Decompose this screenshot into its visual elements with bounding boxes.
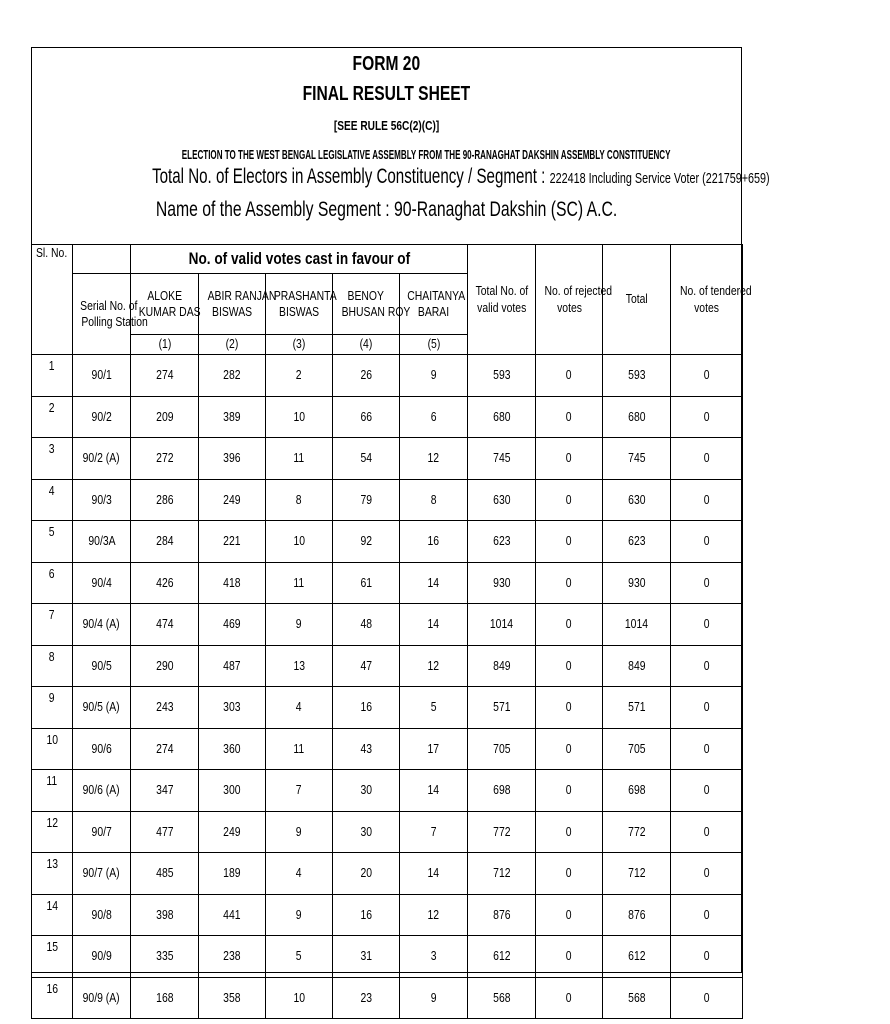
- tendered-votes-cell: 0: [671, 811, 743, 853]
- sl-no-cell: 11: [32, 770, 73, 812]
- tendered-votes-cell: 0: [671, 396, 743, 438]
- candidate-index: (1): [131, 335, 199, 355]
- total-cell: 593: [603, 355, 671, 397]
- total-cell: 698: [603, 770, 671, 812]
- candidate-votes-cell: 61: [333, 562, 400, 604]
- candidate-votes-cell: 487: [199, 645, 266, 687]
- candidate-votes-cell: 426: [131, 562, 199, 604]
- tendered-votes-cell: 0: [671, 562, 743, 604]
- table-row: [32, 521, 743, 563]
- serial-header: Serial No. of Polling Station: [73, 274, 131, 355]
- sl-no-cell: 14: [32, 894, 73, 936]
- rule-reference: [SEE RULE 56C(2)(C)]: [333, 118, 440, 133]
- rejected-votes-cell: 0: [536, 728, 603, 770]
- candidate-votes-cell: 221: [199, 521, 266, 563]
- tendered-votes-cell: 0: [671, 853, 743, 895]
- total-cell: 712: [603, 853, 671, 895]
- table-row: [32, 728, 743, 770]
- rejected-votes-cell: 0: [536, 562, 603, 604]
- election-title: ELECTION TO THE WEST BENGAL LEGISLATIVE ASSEMBLY FROM THE 90-RANAGHAT DAKSHIN ASSEMBLY CONSTITUENCY: [181, 147, 671, 162]
- electors-value: 222418 Including Service Voter (221759+659): [549, 170, 770, 187]
- candidate-votes-cell: 249: [199, 479, 266, 521]
- sl-no-cell: 13: [32, 853, 73, 895]
- candidate-votes-cell: 30: [333, 770, 400, 812]
- candidate-votes-cell: 477: [131, 811, 199, 853]
- total-cell: 1014: [603, 604, 671, 646]
- sl-no-cell: 10: [32, 728, 73, 770]
- candidate-votes-cell: 79: [333, 479, 400, 521]
- valid-votes-cell: 593: [468, 355, 536, 397]
- candidate-votes-cell: 16: [400, 521, 468, 563]
- polling-station-cell: 90/6 (A): [73, 770, 131, 812]
- candidate-votes-cell: 92: [333, 521, 400, 563]
- rejected-votes-cell: 0: [536, 645, 603, 687]
- candidate-votes-cell: 9: [400, 355, 468, 397]
- candidate-votes-cell: 16: [333, 687, 400, 729]
- sl-no-cell: 12: [32, 811, 73, 853]
- candidate-votes-cell: 11: [266, 728, 333, 770]
- candidate-votes-cell: 282: [199, 355, 266, 397]
- candidate-votes-cell: 26: [333, 355, 400, 397]
- table-row: [32, 687, 743, 729]
- tendered-votes-cell: 0: [671, 645, 743, 687]
- valid-votes-cell: 680: [468, 396, 536, 438]
- candidate-votes-cell: 10: [266, 521, 333, 563]
- candidate-header: ABIR RANJAN BISWAS: [199, 274, 266, 335]
- candidate-votes-cell: 209: [131, 396, 199, 438]
- result-sheet: [31, 47, 770, 1005]
- rejected-votes-cell: 0: [536, 770, 603, 812]
- rejected-votes-cell: 0: [536, 355, 603, 397]
- candidate-votes-cell: 9: [266, 894, 333, 936]
- total-cell: 745: [603, 438, 671, 480]
- candidate-votes-cell: 12: [400, 438, 468, 480]
- sl-no-cell: 9: [32, 687, 73, 729]
- polling-station-cell: 90/7: [73, 811, 131, 853]
- candidate-votes-cell: 54: [333, 438, 400, 480]
- candidate-votes-cell: 485: [131, 853, 199, 895]
- table-row: [32, 894, 743, 936]
- candidate-votes-cell: 12: [400, 894, 468, 936]
- total-cell: 571: [603, 687, 671, 729]
- candidate-votes-cell: 286: [131, 479, 199, 521]
- total-valid-header: Total No. of valid votes: [468, 245, 536, 355]
- table-row: [32, 604, 743, 646]
- table-row: [32, 562, 743, 604]
- polling-station-cell: 90/9 (A): [73, 977, 131, 1019]
- total-cell: 612: [603, 936, 671, 978]
- polling-station-cell: 90/3: [73, 479, 131, 521]
- valid-votes-cell: 745: [468, 438, 536, 480]
- candidate-votes-cell: 10: [266, 977, 333, 1019]
- sl-no-cell: 4: [32, 479, 73, 521]
- candidate-votes-cell: 48: [333, 604, 400, 646]
- sl-no-cell: 2: [32, 396, 73, 438]
- polling-station-cell: 90/8: [73, 894, 131, 936]
- candidate-header: BENOY BHUSAN ROY: [333, 274, 400, 335]
- candidate-votes-cell: 12: [400, 645, 468, 687]
- valid-votes-group-header: No. of valid votes cast in favour of: [131, 245, 468, 274]
- polling-station-cell: 90/5 (A): [73, 687, 131, 729]
- polling-station-cell: 90/1: [73, 355, 131, 397]
- table-row: [32, 355, 743, 397]
- total-cell: 705: [603, 728, 671, 770]
- candidate-votes-cell: 23: [333, 977, 400, 1019]
- candidate-votes-cell: 6: [400, 396, 468, 438]
- candidate-votes-cell: 168: [131, 977, 199, 1019]
- candidate-header: PRASHANTA BISWAS: [266, 274, 333, 335]
- polling-station-cell: 90/4 (A): [73, 604, 131, 646]
- polling-station-cell: 90/2 (A): [73, 438, 131, 480]
- tendered-votes-cell: 0: [671, 438, 743, 480]
- candidate-votes-cell: 238: [199, 936, 266, 978]
- candidate-votes-cell: 5: [266, 936, 333, 978]
- rejected-votes-cell: 0: [536, 811, 603, 853]
- candidate-votes-cell: 14: [400, 853, 468, 895]
- candidate-votes-cell: 20: [333, 853, 400, 895]
- table-row: [32, 977, 743, 1019]
- table-row: [32, 936, 743, 978]
- candidate-votes-cell: 272: [131, 438, 199, 480]
- candidate-votes-cell: 14: [400, 604, 468, 646]
- valid-votes-cell: 930: [468, 562, 536, 604]
- rejected-votes-cell: 0: [536, 977, 603, 1019]
- total-cell: 772: [603, 811, 671, 853]
- candidate-votes-cell: 189: [199, 853, 266, 895]
- rejected-votes-cell: 0: [536, 604, 603, 646]
- rejected-votes-cell: 0: [536, 894, 603, 936]
- candidate-votes-cell: 31: [333, 936, 400, 978]
- candidate-votes-cell: 9: [400, 977, 468, 1019]
- valid-votes-cell: 705: [468, 728, 536, 770]
- valid-votes-cell: 849: [468, 645, 536, 687]
- total-cell: 876: [603, 894, 671, 936]
- candidate-votes-cell: 303: [199, 687, 266, 729]
- rejected-votes-cell: 0: [536, 936, 603, 978]
- candidate-votes-cell: 290: [131, 645, 199, 687]
- candidate-votes-cell: 389: [199, 396, 266, 438]
- valid-votes-cell: 568: [468, 977, 536, 1019]
- candidate-votes-cell: 4: [266, 853, 333, 895]
- sl-no-cell: 15: [32, 936, 73, 978]
- candidate-index: (3): [266, 335, 333, 355]
- candidate-votes-cell: 7: [400, 811, 468, 853]
- candidate-votes-cell: 14: [400, 562, 468, 604]
- polling-station-cell: 90/3A: [73, 521, 131, 563]
- candidate-votes-cell: 11: [266, 562, 333, 604]
- table-row: [32, 770, 743, 812]
- total-cell: 623: [603, 521, 671, 563]
- polling-station-cell: 90/4: [73, 562, 131, 604]
- polling-station-cell: 90/2: [73, 396, 131, 438]
- table-row: [32, 479, 743, 521]
- candidate-votes-cell: 8: [400, 479, 468, 521]
- total-cell: 680: [603, 396, 671, 438]
- candidate-votes-cell: 9: [266, 811, 333, 853]
- candidate-votes-cell: 11: [266, 438, 333, 480]
- form-subtitle: FINAL RESULT SHEET: [302, 83, 471, 105]
- table-row: [32, 645, 743, 687]
- results-table: [31, 244, 752, 1019]
- candidate-votes-cell: 13: [266, 645, 333, 687]
- rejected-votes-cell: 0: [536, 479, 603, 521]
- tendered-votes-cell: 0: [671, 770, 743, 812]
- tendered-votes-cell: 0: [671, 728, 743, 770]
- tendered-votes-cell: 0: [671, 521, 743, 563]
- candidate-votes-cell: 469: [199, 604, 266, 646]
- electors-line: [32, 165, 770, 189]
- total-cell: 930: [603, 562, 671, 604]
- candidate-votes-cell: 9: [266, 604, 333, 646]
- rejected-votes-cell: 0: [536, 521, 603, 563]
- valid-votes-cell: 623: [468, 521, 536, 563]
- form-title: FORM 20: [352, 53, 421, 75]
- candidate-votes-cell: 249: [199, 811, 266, 853]
- rejected-votes-cell: 0: [536, 853, 603, 895]
- candidate-index: (5): [400, 335, 468, 355]
- sl-no-cell: 8: [32, 645, 73, 687]
- polling-station-cell: 90/7 (A): [73, 853, 131, 895]
- sl-no-cell: 16: [32, 977, 73, 1019]
- table-row: [32, 438, 743, 480]
- candidate-votes-cell: 7: [266, 770, 333, 812]
- sl-no-header: Sl. No.: [32, 245, 73, 355]
- candidate-votes-cell: 4: [266, 687, 333, 729]
- electors-label: Total No. of Electors in Assembly Constituency / Segment :: [152, 165, 546, 188]
- candidate-votes-cell: 43: [333, 728, 400, 770]
- segment-line: Name of the Assembly Segment : 90-Ranaghat Dakshin (SC) A.C.: [155, 198, 618, 221]
- candidate-votes-cell: 66: [333, 396, 400, 438]
- sl-no-cell: 6: [32, 562, 73, 604]
- candidate-votes-cell: 358: [199, 977, 266, 1019]
- candidate-votes-cell: 418: [199, 562, 266, 604]
- valid-votes-cell: 876: [468, 894, 536, 936]
- candidate-index: (2): [199, 335, 266, 355]
- table-row: [32, 396, 743, 438]
- candidate-votes-cell: 284: [131, 521, 199, 563]
- tendered-votes-cell: 0: [671, 936, 743, 978]
- candidate-votes-cell: 474: [131, 604, 199, 646]
- candidate-votes-cell: 8: [266, 479, 333, 521]
- polling-station-cell: 90/5: [73, 645, 131, 687]
- polling-station-cell: 90/6: [73, 728, 131, 770]
- tendered-votes-cell: 0: [671, 894, 743, 936]
- candidate-votes-cell: 2: [266, 355, 333, 397]
- total-header: Total: [603, 245, 671, 355]
- rejected-votes-cell: 0: [536, 687, 603, 729]
- tendered-votes-cell: 0: [671, 355, 743, 397]
- candidate-index: (4): [333, 335, 400, 355]
- rejected-votes-cell: 0: [536, 438, 603, 480]
- tendered-votes-cell: 0: [671, 687, 743, 729]
- candidate-votes-cell: 5: [400, 687, 468, 729]
- rejected-votes-cell: 0: [536, 396, 603, 438]
- candidate-votes-cell: 17: [400, 728, 468, 770]
- candidate-votes-cell: 360: [199, 728, 266, 770]
- rejected-header: No. of rejected votes: [536, 245, 603, 355]
- candidate-votes-cell: 243: [131, 687, 199, 729]
- tendered-header: No. of tendered votes: [671, 245, 743, 355]
- valid-votes-cell: 712: [468, 853, 536, 895]
- candidate-votes-cell: 441: [199, 894, 266, 936]
- candidate-votes-cell: 274: [131, 728, 199, 770]
- candidate-votes-cell: 300: [199, 770, 266, 812]
- table-row: [32, 853, 743, 895]
- sl-no-cell: 3: [32, 438, 73, 480]
- total-cell: 568: [603, 977, 671, 1019]
- valid-votes-cell: 698: [468, 770, 536, 812]
- valid-votes-cell: 612: [468, 936, 536, 978]
- tendered-votes-cell: 0: [671, 604, 743, 646]
- candidate-votes-cell: 335: [131, 936, 199, 978]
- table-row: [32, 811, 743, 853]
- sl-no-cell: 7: [32, 604, 73, 646]
- candidate-votes-cell: 398: [131, 894, 199, 936]
- candidate-votes-cell: 30: [333, 811, 400, 853]
- candidate-votes-cell: 396: [199, 438, 266, 480]
- candidate-header: CHAITANYA BARAI: [400, 274, 468, 335]
- valid-votes-cell: 571: [468, 687, 536, 729]
- candidate-votes-cell: 47: [333, 645, 400, 687]
- total-cell: 630: [603, 479, 671, 521]
- valid-votes-cell: 630: [468, 479, 536, 521]
- valid-votes-cell: 1014: [468, 604, 536, 646]
- polling-station-cell: 90/9: [73, 936, 131, 978]
- candidate-votes-cell: 347: [131, 770, 199, 812]
- candidate-votes-cell: 10: [266, 396, 333, 438]
- candidate-votes-cell: 3: [400, 936, 468, 978]
- sl-no-cell: 5: [32, 521, 73, 563]
- total-cell: 849: [603, 645, 671, 687]
- candidate-votes-cell: 14: [400, 770, 468, 812]
- candidate-votes-cell: 274: [131, 355, 199, 397]
- valid-votes-cell: 772: [468, 811, 536, 853]
- tendered-votes-cell: 0: [671, 479, 743, 521]
- sl-no-cell: 1: [32, 355, 73, 397]
- candidate-header: ALOKE KUMAR DAS: [131, 274, 199, 335]
- serial-header-blank: [73, 245, 131, 274]
- tendered-votes-cell: 0: [671, 977, 743, 1019]
- candidate-votes-cell: 16: [333, 894, 400, 936]
